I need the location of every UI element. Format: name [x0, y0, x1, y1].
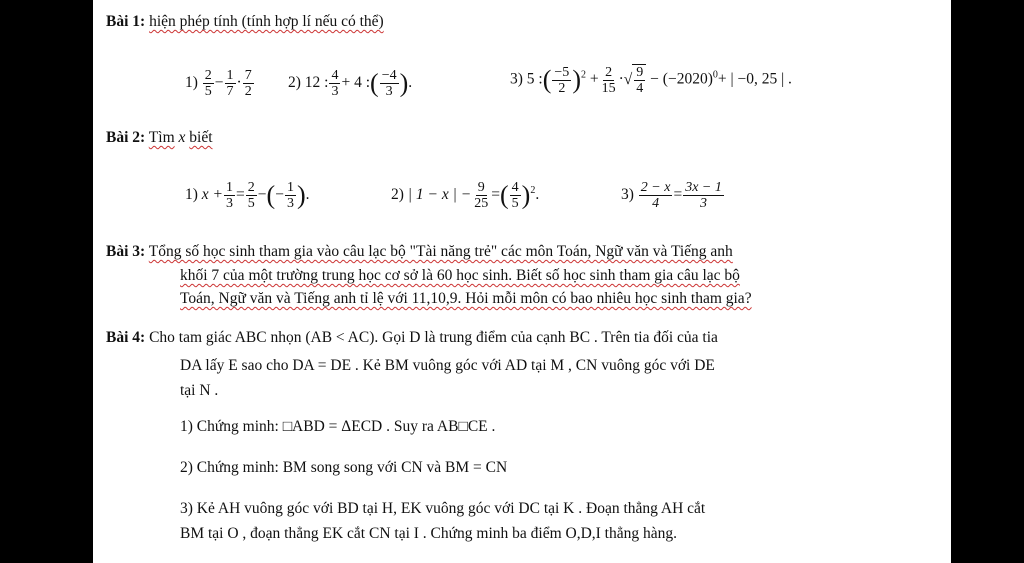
exercise-2-part-1: 1) x + $\frac{1}{3}$ = $\frac{2}{5}$ −(− $\frac{1}{3}$ ).	[185, 180, 310, 211]
exercise-3-line-1: Bài 3: Tổng số học sinh tham gia vào câu lạc bộ "Tài năng trẻ" các môn Toán, Ngữ văn và Tiếng anh	[106, 243, 733, 260]
exercise-3-line-3: Toán, Ngữ văn và Tiếng anh tỉ lệ với 11,10,9. Hỏi mỗi môn có bao nhiêu học sinh tham gia?	[180, 290, 752, 307]
exercise-1-part-1: 1) $\frac{2}{5}$ − $\frac{1}{7}$ · $\frac{7}{2}$	[185, 68, 252, 99]
exercise-1-part-3: 3) 5 :( $\frac{-5}{2}$ )$^2$ + $\frac{2}{15}$ ·√ $\frac{9}{4}$ − $(-2020)^0+$ | −0, 25 | .	[510, 64, 792, 96]
exercise-4-line-2: DA lấy E sao cho DA = DE . Kẻ BM vuông góc với AD tại M , CN vuông góc với DE	[180, 357, 715, 374]
exercise-1-heading	[106, 12, 384, 32]
exercise-4-question-1: 1) Chứng minh: □ABD = ΔECD . Suy ra AB□CE .	[180, 418, 496, 435]
exercise-4-question-2: 2) Chứng minh: BM song song với CN và BM = CN	[180, 459, 508, 476]
exercise-4-question-3-line-1: 3) Kẻ AH vuông góc với BD tại H, EK vuông góc với DC tại K . Đoạn thẳng AH cắt	[180, 500, 706, 517]
exercise-1-title: Bài 1:	[106, 13, 146, 30]
exercise-2-heading: Bài 2: Tìm x biết	[106, 129, 213, 146]
exercise-4-question-3-line-2: BM tại O , đoạn thẳng EK cắt CN tại I . Chứng minh ba điểm O,D,I thẳng hàng.	[180, 525, 677, 542]
exercise-1-part-2: 2) 12 : $\frac{4}{3}$ + 4 :( $\frac{-4}{3}$ ).	[288, 68, 413, 99]
worksheet-page	[93, 0, 951, 563]
exercise-3-line-2: khối 7 của một trường trung học cơ sở là 60 học sinh. Biết số học sinh tham gia câu lạc bộ	[180, 267, 740, 284]
exercise-2-part-3: 3) $\frac{2 - x}{4}$ = $\frac{3x - 1}{3}$	[621, 180, 722, 211]
exercise-2-part-2: 2) | 1 − x | − $\frac{9}{25}$ =( $\frac{4}{5}$ )$^2$.	[391, 180, 540, 211]
exercise-4-line-3: tại N .	[180, 382, 219, 399]
exercise-4-line-1: Bài 4: Cho tam giác ABC nhọn (AB < AC). Gọi D là trung điểm của cạnh BC . Trên tia đối của tia	[106, 329, 718, 346]
exercise-1-description: hiện phép tính (tính hợp lí nếu có thể)	[149, 13, 384, 30]
